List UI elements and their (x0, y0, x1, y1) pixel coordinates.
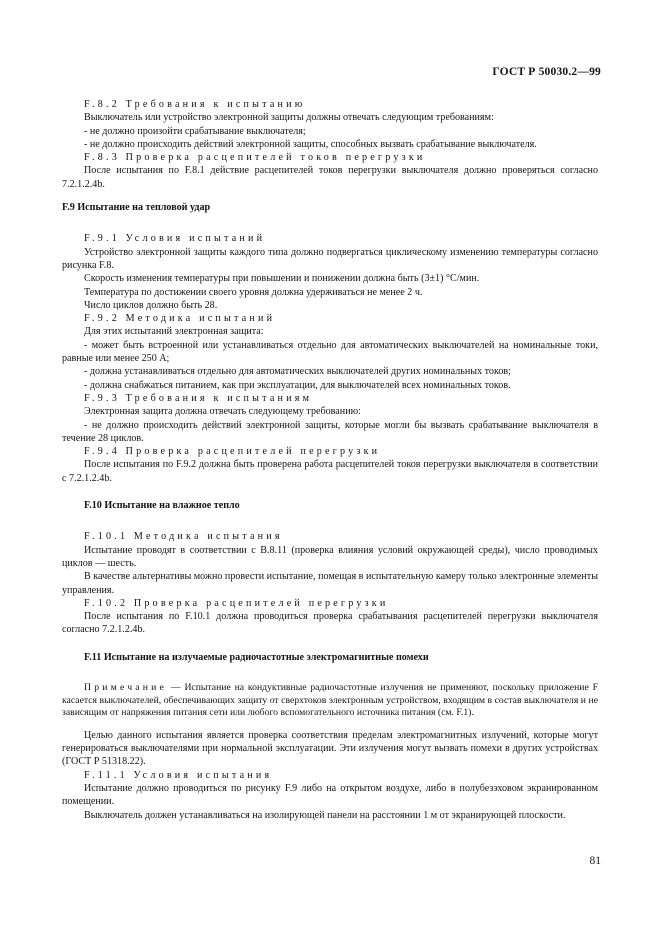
paragraph: После испытания по F.8.1 действие расцепителей токов перегрузки выключателя должно проверяться согласно 7.2.1.2.4b. (62, 165, 598, 190)
document-code: ГОСТ Р 50030.2—99 (492, 66, 601, 78)
paragraph: После испытания по F.10.1 должна проводиться проверка срабатывания расцепителей перегрузки выключателя согласно 7.2.1.2.4b. (62, 611, 598, 636)
note-label: Примечание (84, 681, 168, 693)
note-text: — Испытание на кондуктивные радиочастотные излучения не применяют, поскольку приложение F касается выключателей, обеспечивающих защиту от сверхтоков электронным устройством, входящим в состав выключателя и не зависящим от напряжения питания сети или любого вспомогательного источника питания (см. F.1). (62, 681, 598, 719)
list-item: - может быть встроенной или устанавливаться отдельно для автоматических выключателей на номинальные токи, равные или менее 250 А; (62, 339, 598, 365)
section-f82-title: F.8.2 Требования к испытанию (84, 99, 306, 110)
section-f83-title: F.8.3 Проверка расцепителей токов перегрузки (84, 152, 426, 164)
list-item: - не должно произойти срабатывание выключателя; (84, 125, 306, 137)
paragraph: Скорость изменения температуры при повышении и понижении должна быть (3±1) °С/мин. (84, 273, 480, 285)
list-item: - должна устанавливаться отдельно для автоматических выключателей других номинальных токов; (84, 366, 511, 378)
section-f9-heading: F.9 Испытание на тепловой удар (62, 202, 211, 214)
paragraph: Выключатель или устройство электронной защиты должны отвечать следующим требованиям: (84, 112, 494, 124)
section-f11-heading: F.11 Испытание на излучаемые радиочастотные электромагнитные помехи (84, 651, 429, 663)
paragraph: Выключатель должен устанавливаться на изолирующей панели на расстоянии 1 м от экранирующей плоскости. (84, 809, 566, 821)
section-f91-title: F.9.1 Условия испытаний (84, 233, 266, 245)
paragraph: Электронная защита должна отвечать следующему требованию: (84, 406, 361, 418)
page-number: 81 (589, 855, 601, 867)
section-f102-title: F.10.2 Проверка расцепителей перегрузки (84, 597, 389, 609)
section-f92-title: F.9.2 Методика испытаний (84, 313, 276, 325)
paragraph: Число циклов должно быть 28. (84, 299, 218, 311)
list-item: - не должно происходить действий электронной защиты, способных вызвать срабатывание выключателя. (84, 138, 537, 150)
section-f111-title: F.11.1 Условия испытания (84, 769, 273, 781)
paragraph: Испытание должно проводиться по рисунку F.9 либо на открытом воздухе, либо в полубезэховом экранированном помещении. (62, 782, 598, 808)
section-f10-heading: F.10 Испытание на влажное тепло (84, 500, 240, 512)
paragraph: Устройство электронной защиты каждого типа должно подвергаться циклическому изменению температуры согласно рисунка F.8. (62, 246, 598, 271)
paragraph: Температура по достижении своего уровня должна удерживаться не менее 2 ч. (84, 286, 423, 298)
section-f93-title: F.9.3 Требования к испытаниям (84, 392, 313, 404)
paragraph: В качестве альтернативы можно провести испытание, помещая в испытательную камеру только электронные элементы управления. (62, 571, 598, 596)
list-item: - должна снабжаться питанием, как при эксплуатации, для выключателей всех номинальных токов. (84, 379, 511, 391)
paragraph: Целью данного испытания является проверка соответствия пределам электромагнитных излучений, которые могут генерироваться выключателями при нормальной эксплуатации. Эти излучения могут вызвать помехи в других устройствах (ГОСТ Р 51318.22). (62, 729, 598, 768)
paragraph: Испытание проводят в соответствии с В.8.11 (проверка влияния условий окружающей среды), число проводимых циклов — шесть. (62, 544, 598, 569)
document-body (62, 98, 598, 822)
note (62, 682, 598, 720)
section-f101-title: F.10.1 Методика испытания (84, 531, 283, 543)
paragraph: Для этих испытаний электронная защита: (84, 326, 264, 338)
section-f94-title: F.9.4 Проверка расцепителей перегрузки (84, 446, 381, 458)
paragraph: После испытания по F.9.2 должна быть проверена работа расцепителей токов перегрузки выключателя в соответствии с 7.2.1.2.4b. (62, 459, 598, 484)
list-item: - не должно происходить действий электронной защиты, которые могли бы вызвать срабатывание выключателя в течение 28 циклов. (62, 419, 598, 444)
